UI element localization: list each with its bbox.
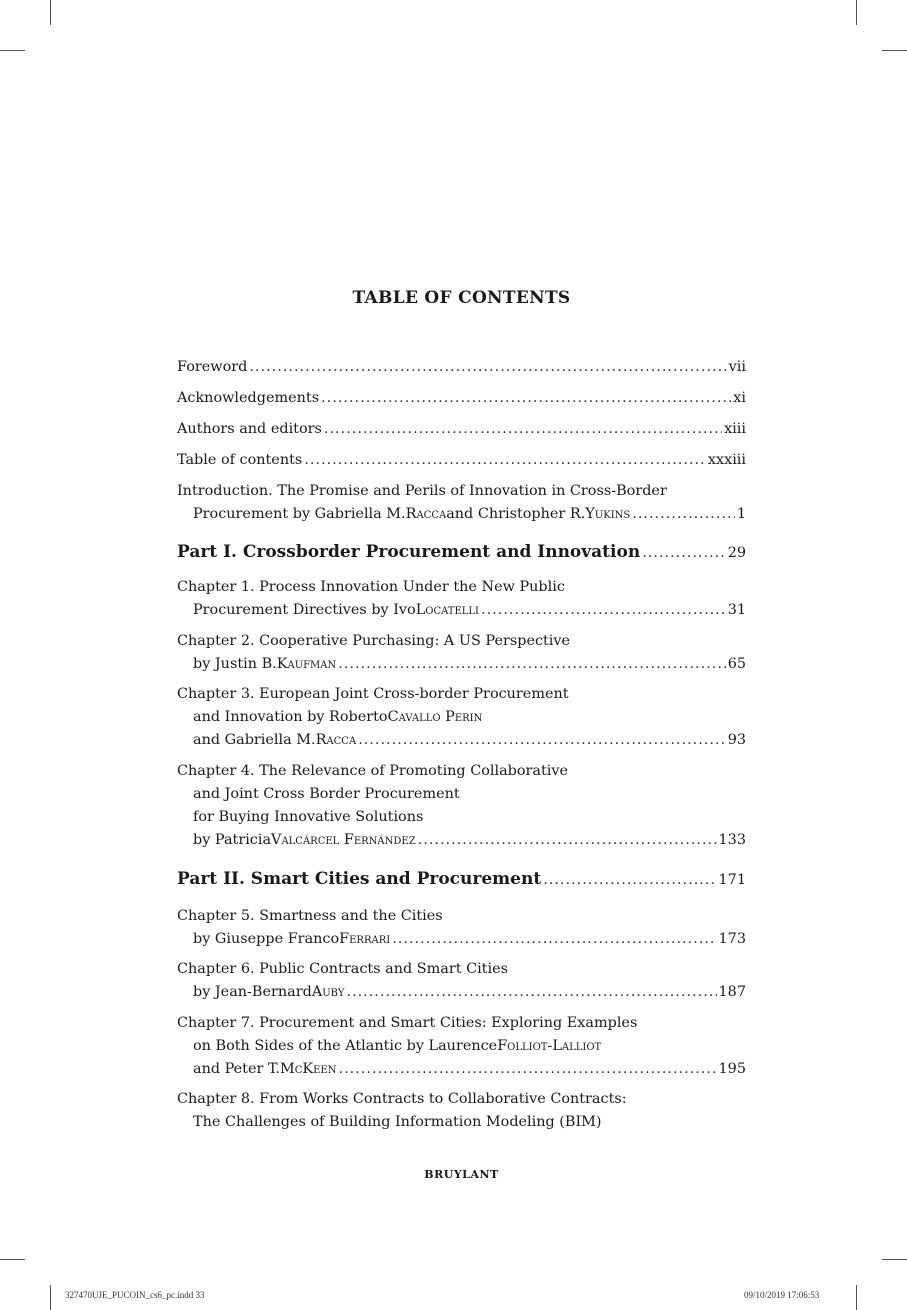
page-number: 173 bbox=[718, 931, 746, 947]
crop-mark bbox=[0, 50, 25, 51]
toc-entry-acknowledgements[interactable]: Acknowledgements ..... xi bbox=[177, 387, 746, 410]
crop-mark bbox=[856, 0, 857, 25]
author-name: Ferrari bbox=[339, 931, 391, 947]
toc-entry-foreword[interactable]: Foreword ..... vii bbox=[177, 356, 746, 379]
toc-part-2[interactable]: Part II. Smart Cities and Procurement ..... 171 bbox=[177, 866, 746, 892]
crop-mark bbox=[50, 0, 51, 25]
dot-leader bbox=[321, 387, 731, 410]
page-number: xiii bbox=[724, 421, 746, 437]
crop-mark bbox=[856, 1285, 857, 1310]
page-number: 31 bbox=[727, 602, 746, 618]
page-number: 1 bbox=[736, 506, 746, 522]
author-name: Racca bbox=[405, 506, 447, 522]
author-name: Locatelli bbox=[415, 602, 480, 618]
toc-chapter-8[interactable]: Chapter 8. From Works Contracts to Collaborative Contracts: The Challenges of Building Information Modeling (BIM) bbox=[177, 1091, 627, 1130]
dot-leader bbox=[418, 829, 717, 852]
page-number: 195 bbox=[718, 1061, 746, 1077]
page-number: 93 bbox=[727, 732, 746, 748]
dot-leader bbox=[339, 1058, 717, 1081]
toc-chapter-2[interactable]: Chapter 2. Cooperative Purchasing: A US Perspective by Justin B. Kaufman ..... 65 bbox=[177, 630, 746, 676]
toc-chapter-4[interactable]: Chapter 4. The Relevance of Promoting Collaborative and Joint Cross Border Procurement for Buying Innovative Solutions by Patricia Valcárcel Fernández ..... 133 bbox=[177, 760, 746, 852]
page-number: 187 bbox=[718, 984, 746, 1000]
page-title: TABLE OF CONTENTS bbox=[352, 288, 571, 308]
crop-mark bbox=[882, 50, 907, 51]
dot-leader bbox=[249, 356, 726, 379]
toc-entry-table-of-contents[interactable]: Table of contents ..... xxxiii bbox=[177, 449, 746, 472]
author-name: Valcárcel Fernández bbox=[271, 832, 416, 848]
page-number: 171 bbox=[718, 872, 746, 888]
page-number: xxxiii bbox=[707, 452, 746, 468]
page-number: xi bbox=[733, 390, 746, 406]
dot-leader bbox=[642, 540, 726, 566]
toc-entry-authors-editors[interactable]: Authors and editors ..... xiii bbox=[177, 418, 746, 441]
author-name: Kaufman bbox=[276, 656, 337, 672]
toc-part-1[interactable]: Part I. Crossborder Procurement and Innovation ..... 29 bbox=[177, 539, 746, 565]
crop-mark bbox=[882, 1259, 907, 1260]
dot-leader bbox=[338, 653, 725, 676]
author-name: Cavallo Perin bbox=[387, 709, 483, 725]
author-name: Auby bbox=[311, 984, 345, 1000]
toc-chapter-1[interactable]: Chapter 1. Process Innovation Under the New Public Procurement Directives by Ivo Locatelli ..... 31 bbox=[177, 576, 746, 622]
crop-mark bbox=[50, 1285, 51, 1310]
dot-leader bbox=[481, 599, 726, 622]
page-number: 29 bbox=[727, 545, 746, 561]
page-number: vii bbox=[728, 359, 746, 375]
crop-mark bbox=[0, 1259, 25, 1260]
toc-entry-introduction[interactable]: Introduction. The Promise and Perils of Innovation in Cross-Border Procurement by Gabriella M. Racca and Christopher R. Yukins ..... 1 bbox=[177, 480, 746, 526]
page-number: 65 bbox=[727, 656, 746, 672]
author-name: Yukins bbox=[585, 506, 631, 522]
author-name: McKeen bbox=[280, 1061, 337, 1077]
toc-chapter-6[interactable]: Chapter 6. Public Contracts and Smart Cities by Jean-Bernard Auby ..... 187 bbox=[177, 958, 746, 1004]
toc-chapter-3[interactable]: Chapter 3. European Joint Cross-border Procurement and Innovation by Roberto Cavallo Perin and Gabriella M. Racca ..... 93 bbox=[177, 683, 746, 752]
publisher-footer: BRUYLANT bbox=[424, 1168, 499, 1181]
dot-leader bbox=[304, 449, 706, 472]
dot-leader bbox=[346, 981, 716, 1004]
dot-leader bbox=[392, 928, 716, 951]
author-name: Folliot-Lalliot bbox=[497, 1038, 602, 1054]
dot-leader bbox=[358, 729, 726, 752]
toc-chapter-7[interactable]: Chapter 7. Procurement and Smart Cities: Exploring Examples on Both Sides of the Atlantic by Laurence Folliot-Lalliot and Peter T. McKeen ..... 195 bbox=[177, 1012, 746, 1081]
dot-leader bbox=[324, 418, 722, 441]
page-number: 133 bbox=[718, 832, 746, 848]
dot-leader bbox=[543, 867, 716, 893]
toc-chapter-5[interactable]: Chapter 5. Smartness and the Cities by Giuseppe Franco Ferrari ..... 173 bbox=[177, 905, 746, 951]
dot-leader bbox=[632, 503, 735, 526]
print-slug-file: 327470UJE_PUCOIN_cs6_pc.indd 33 bbox=[65, 1290, 205, 1300]
author-name: Racca bbox=[315, 732, 357, 748]
print-slug-date: 09/10/2019 17:06:53 bbox=[744, 1290, 820, 1300]
